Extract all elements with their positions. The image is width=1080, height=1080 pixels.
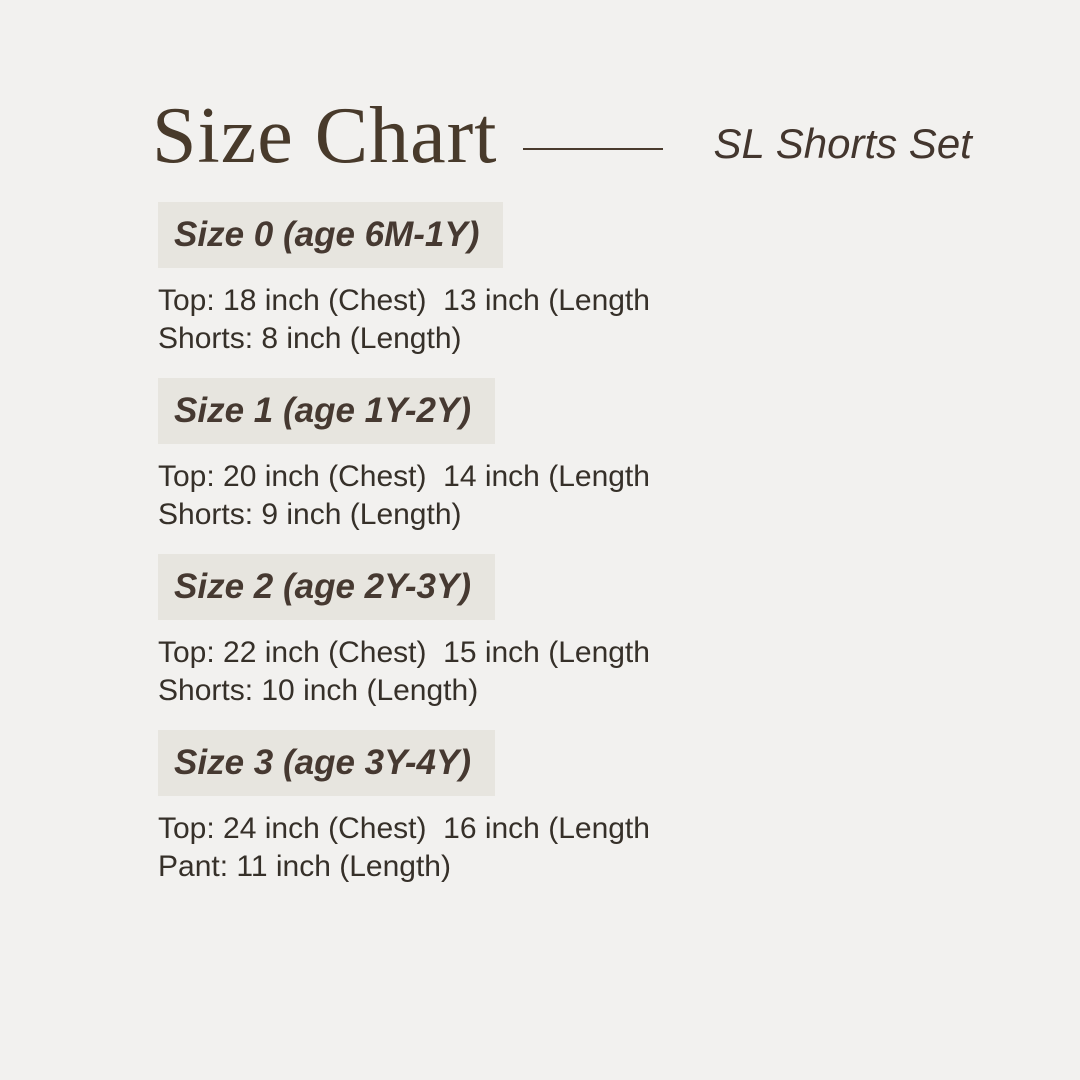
measurements	[158, 458, 1040, 534]
page-title: Size Chart	[152, 92, 498, 180]
measurements	[158, 282, 1040, 358]
top-measurement: Top: 24 inch (Chest) 16 inch (Length	[158, 812, 650, 845]
top-measurement: Top: 20 inch (Chest) 14 inch (Length	[158, 460, 650, 493]
bottom-measurement: Shorts: 8 inch (Length)	[158, 322, 462, 355]
bottom-measurement: Shorts: 9 inch (Length)	[158, 498, 462, 531]
size-badge: Size 3 (age 3Y-4Y)	[158, 730, 495, 796]
bottom-measurement: Shorts: 10 inch (Length)	[158, 674, 479, 707]
size-section-2	[158, 554, 1040, 710]
size-badge: Size 0 (age 6M-1Y)	[158, 202, 503, 268]
size-section-1	[158, 378, 1040, 534]
measurements	[158, 634, 1040, 710]
size-badge: Size 1 (age 1Y-2Y)	[158, 378, 495, 444]
top-measurement: Top: 22 inch (Chest) 15 inch (Length	[158, 636, 650, 669]
product-name: SL Shorts Set	[713, 120, 972, 167]
bottom-measurement: Pant: 11 inch (Length)	[158, 850, 451, 883]
size-section-0	[158, 202, 1040, 358]
top-measurement: Top: 18 inch (Chest) 13 inch (Length	[158, 284, 650, 317]
size-badge: Size 2 (age 2Y-3Y)	[158, 554, 495, 620]
header	[152, 92, 1040, 180]
measurements	[158, 810, 1040, 886]
size-section-3	[158, 730, 1040, 886]
title-divider-line	[523, 148, 663, 150]
size-sections	[158, 202, 1040, 906]
